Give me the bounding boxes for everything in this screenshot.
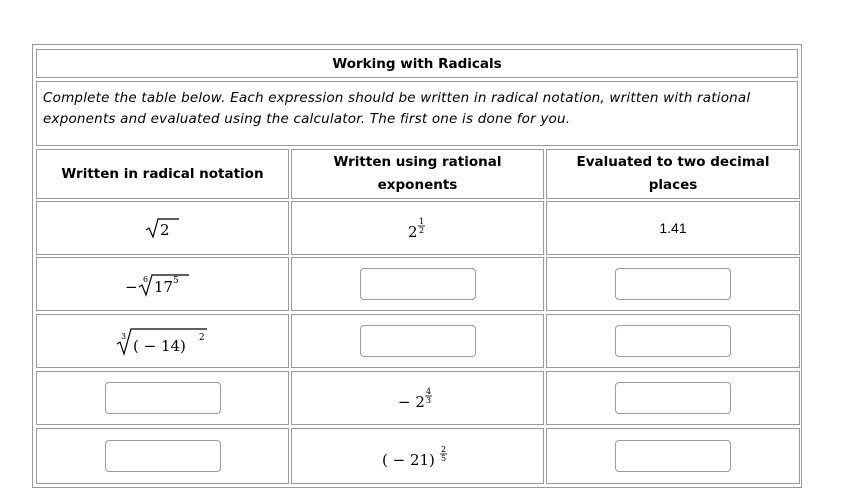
- svg-text:2: 2: [198, 333, 205, 343]
- row-3-decimal-input[interactable]: [615, 325, 731, 357]
- row-3-radical: [36, 314, 289, 368]
- row-2-rational-input[interactable]: [360, 268, 476, 300]
- row-5-radical: [36, 428, 289, 484]
- svg-text:17: 17: [153, 278, 173, 296]
- svg-text:−: −: [124, 278, 138, 296]
- row-5-radical-input[interactable]: [105, 440, 221, 472]
- row-2-rational: [291, 257, 544, 311]
- header-radical-notation: Written in radical notation: [36, 149, 289, 199]
- rational-neg-21-two-fifths: [380, 440, 456, 472]
- row-5-decimal: [546, 428, 800, 484]
- row-2-decimal: [546, 257, 800, 311]
- svg-text:6: 6: [142, 275, 148, 284]
- row-5-rational: [291, 428, 544, 484]
- svg-text:5: 5: [440, 454, 446, 463]
- worksheet-title: Working with Radicals: [36, 49, 798, 78]
- svg-text:2: 2: [440, 445, 446, 454]
- row-4-radical-input[interactable]: [105, 382, 221, 414]
- svg-text:( − 14): ( − 14): [132, 337, 186, 355]
- row-3-rational: [291, 314, 544, 368]
- row-5-decimal-input[interactable]: [615, 440, 731, 472]
- radical-cube-root-neg-14-squared: [115, 324, 211, 358]
- row-4-rational: [291, 371, 544, 425]
- row-4-decimal-input[interactable]: [615, 382, 731, 414]
- header-decimal-places: Evaluated to two decimal places: [546, 149, 800, 199]
- radical-neg-sixth-root-17-5: [123, 269, 203, 299]
- svg-text:3: 3: [120, 332, 126, 341]
- svg-text:3: 3: [425, 396, 431, 405]
- header-rational-exponents: Written using rational exponents: [291, 149, 544, 199]
- row-2-radical: [36, 257, 289, 311]
- row-1-decimal: 1.41: [546, 201, 800, 255]
- svg-text:5: 5: [172, 276, 179, 286]
- svg-text:2: 2: [159, 221, 170, 239]
- svg-text:− 2: − 2: [397, 393, 425, 411]
- row-3-rational-input[interactable]: [360, 325, 476, 357]
- instructions-text: Complete the table below. Each expression should be written in radical notation, written with rational exponents and evaluated using the calculator. The first one is done for you.: [36, 81, 798, 146]
- svg-text:1: 1: [418, 217, 424, 226]
- radical-sqrt-2: [143, 215, 183, 241]
- row-1-radical: [36, 201, 289, 255]
- row-1-rational: [291, 201, 544, 255]
- row-4-decimal: [546, 371, 800, 425]
- row-4-radical: [36, 371, 289, 425]
- svg-text:2: 2: [407, 223, 418, 241]
- row-3-decimal: [546, 314, 800, 368]
- rational-2-half: [403, 214, 433, 242]
- row-2-decimal-input[interactable]: [615, 268, 731, 300]
- svg-text:( − 21): ( − 21): [381, 451, 435, 469]
- rational-neg-2-four-thirds: [396, 383, 440, 413]
- svg-text:2: 2: [418, 226, 424, 235]
- worksheet-panel: [32, 44, 802, 488]
- svg-text:4: 4: [425, 387, 431, 396]
